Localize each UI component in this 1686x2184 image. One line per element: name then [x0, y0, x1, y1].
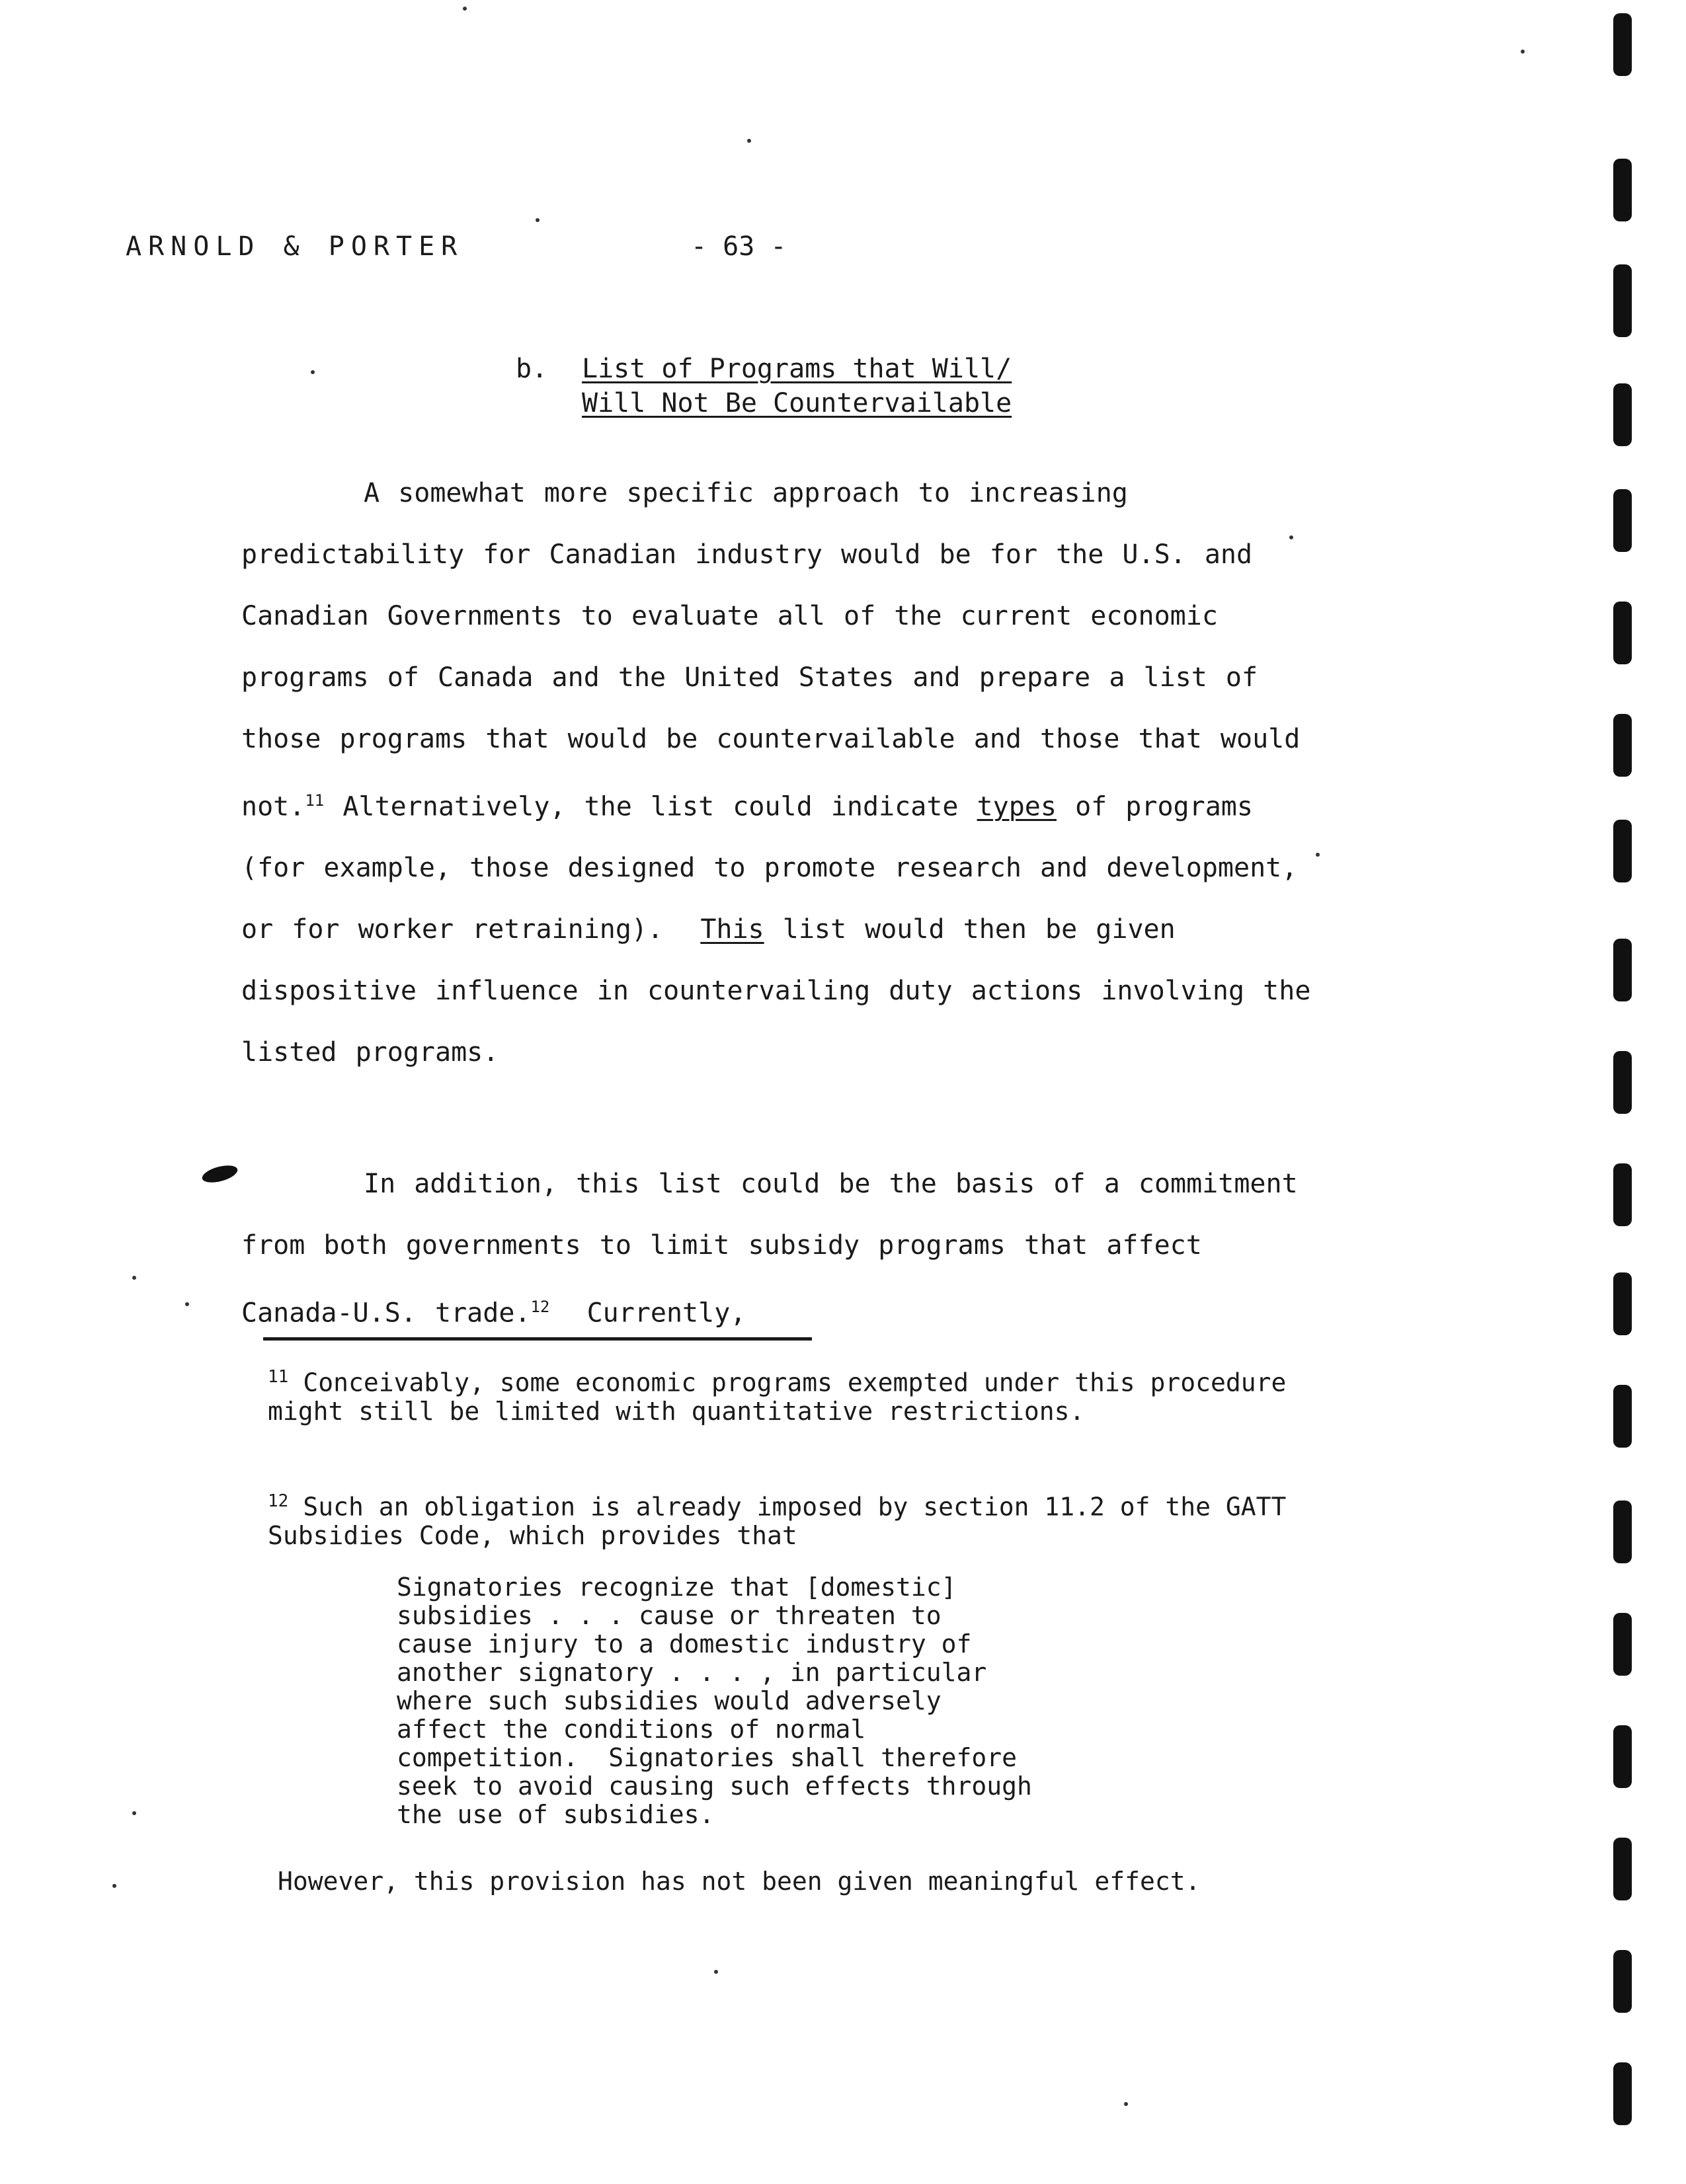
- heading-line-1: List of Programs that Will/: [582, 354, 1012, 384]
- footnote-11: [268, 1363, 1312, 1426]
- footnote-mark: 12: [268, 1491, 289, 1511]
- footnote-mark: 11: [268, 1367, 289, 1387]
- closing-text: However, this provision has not been given meaningful effect.: [278, 1867, 1201, 1896]
- scan-speck: [1316, 853, 1320, 857]
- footnote-ref-12: 12: [530, 1298, 550, 1316]
- paragraph-1: [241, 463, 1312, 1083]
- punch-hole: [1613, 1385, 1632, 1448]
- punch-hole: [1613, 1613, 1632, 1676]
- scan-speck: [463, 7, 467, 11]
- scan-speck: [1124, 2102, 1128, 2106]
- ink-blot: [200, 1162, 239, 1185]
- punch-hole: [1613, 1163, 1632, 1226]
- footnote-12: [268, 1487, 1312, 1550]
- punch-hole: [1613, 1725, 1632, 1788]
- scan-speck: [132, 1811, 136, 1815]
- paragraph-1-text-d: list would then be given dispositive influence in countervailing duty actions involving the listed programs.: [241, 914, 1311, 1068]
- section-number: b.: [516, 354, 548, 384]
- footnote-ref-11: 11: [305, 791, 325, 810]
- punch-hole: [1613, 264, 1632, 337]
- section-heading: [516, 352, 1111, 420]
- punch-hole: [1613, 939, 1632, 1001]
- page-number: - 63 -: [691, 231, 787, 262]
- punch-hole-strip: [1613, 0, 1660, 2184]
- punch-hole: [1613, 1272, 1632, 1335]
- footnote-divider: [263, 1337, 812, 1341]
- punch-hole: [1613, 1501, 1632, 1563]
- punch-hole: [1613, 13, 1632, 76]
- punch-hole: [1613, 1950, 1632, 2013]
- paragraph-1-text-b: Alternatively, the list could indicate: [342, 791, 959, 822]
- scan-speck: [536, 218, 540, 222]
- scan-speck: [714, 1970, 718, 1974]
- paragraph-1-text-c: of programs (for example, those designed to promote research and development, or for worker retraining).: [241, 791, 1298, 945]
- footnote-text: Conceivably, some economic programs exempted under this procedure might still be limited with quantitative restrictions.: [268, 1368, 1287, 1426]
- heading-line-2: Will Not Be Countervailable: [582, 388, 1012, 418]
- firm-name: ARNOLD & PORTER: [126, 231, 464, 262]
- punch-hole: [1613, 489, 1632, 552]
- emphasis-types: types: [977, 791, 1057, 822]
- punch-hole: [1613, 602, 1632, 664]
- paragraph-2: [241, 1153, 1312, 1344]
- paragraph-1-text-a: A somewhat more specific approach to increasing predictability for Canadian industry would be for the U.S. and Canadian Governments to evaluate all of the current economic programs of Canada and the United States and prepare a list of those programs that would be countervailable and those that would not.: [241, 478, 1301, 822]
- punch-hole: [1613, 383, 1632, 446]
- scan-speck: [1521, 50, 1525, 54]
- punch-hole: [1613, 820, 1632, 882]
- scan-speck: [311, 370, 315, 374]
- scan-speck: [132, 1276, 136, 1280]
- punch-hole: [1613, 159, 1632, 221]
- block-quote: Signatories recognize that [domestic] subsidies . . . cause or threaten to cause injury to a domestic industry of another signatory . . . , in particular where such subsidies would adversely affect the conditions of normal competition. Signatories shall therefore seek to avoid causing such effects through the use of subsidies.: [397, 1573, 1032, 1829]
- scan-speck: [747, 139, 751, 143]
- punch-hole: [1613, 714, 1632, 777]
- punch-hole: [1613, 1838, 1632, 1900]
- emphasis-this: This: [700, 914, 764, 945]
- punch-hole: [1613, 2062, 1632, 2125]
- scan-speck: [112, 1884, 116, 1888]
- scan-speck: [1289, 535, 1293, 539]
- paragraph-2-text-b: Currently,: [586, 1298, 746, 1329]
- footnote-text: Such an obligation is already imposed by section 11.2 of the GATT Subsidies Code, which provides that: [268, 1492, 1287, 1550]
- paragraph-2-text-a: In addition, this list could be the basis of a commitment from both governments to limit subsidy programs that affect Canada-U.S. trade.: [241, 1169, 1298, 1329]
- punch-hole: [1613, 1051, 1632, 1114]
- scan-speck: [185, 1302, 189, 1306]
